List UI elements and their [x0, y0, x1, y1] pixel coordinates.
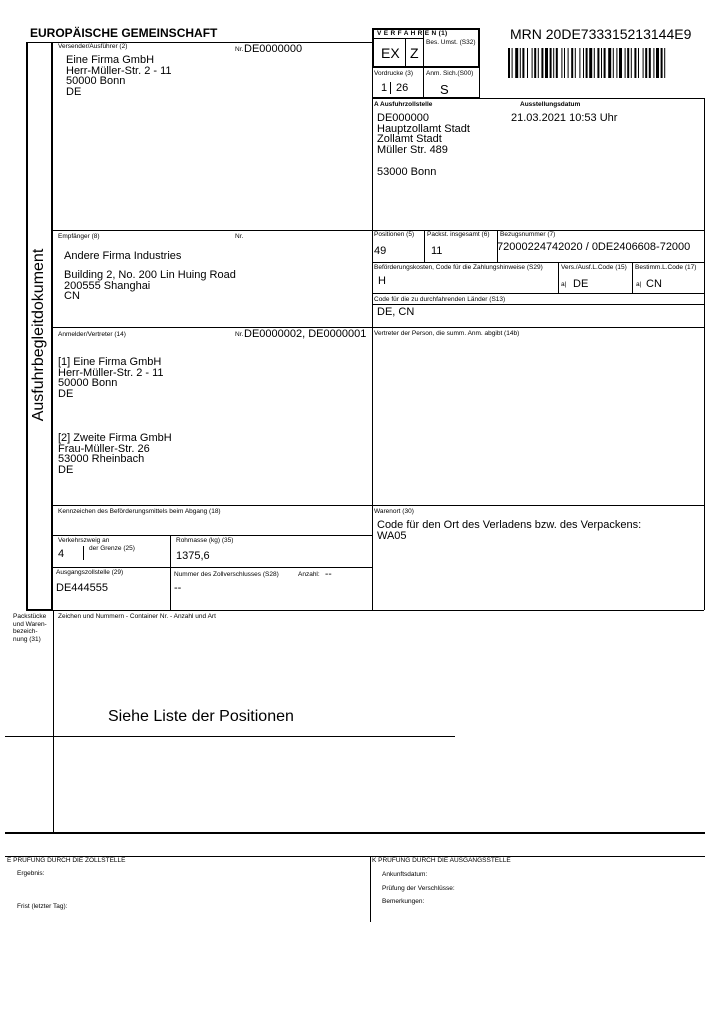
goods-note: Siehe Liste der Positionen — [108, 708, 294, 725]
location-label: Warenort (30) — [374, 508, 414, 515]
declarant-line: [1] Eine Firma GmbH — [58, 356, 162, 368]
issue-date-label: Ausstellungsdatum — [520, 101, 581, 108]
bes-umst-label: Bes. Umst. (S32) — [426, 39, 476, 46]
exit-customs-value: DE444555 — [56, 582, 108, 594]
positions-label: Positionen (5) — [374, 231, 415, 238]
declarant-label: Anmelder/Vertreter (14) — [58, 331, 126, 338]
seals-label: Nummer des Zollverschlusses (S28) — [174, 571, 279, 578]
destination-country-label: Bestimm.L.Code (17) — [635, 264, 697, 271]
exit-check-label: K PRÜFUNG DURCH DIE AUSGANGSSTELLE — [372, 857, 511, 864]
transport-id-label: Kennzeichen des Beförderungsmittels beim Abgang (18) — [58, 508, 221, 515]
transport-mode-value: 4 — [58, 548, 65, 560]
declarant-nr-label: Nr. — [235, 331, 244, 338]
gross-mass-value: 1375,6 — [176, 550, 210, 562]
exit-office-address — [377, 113, 470, 155]
exit-office-line: Hauptzollamt Stadt — [377, 122, 470, 135]
packages-total-value: 11 — [431, 245, 443, 257]
exit-customs-label: Ausgangszollstelle (29) — [56, 569, 124, 576]
seals-count: -- — [325, 569, 332, 580]
customs-check-label: E PRÜFUNG DURCH DIE ZOLLSTELLE — [7, 857, 126, 864]
transport-mode-label-2: der Grenze (25) — [89, 545, 135, 552]
goods-side-line: nung (31) — [13, 635, 41, 643]
goods-side-label — [13, 613, 47, 643]
dispatch-country-label: Vers./Ausf.L.Code (15) — [561, 264, 627, 271]
seal-check-label: Prüfung der Verschlüsse: — [382, 885, 455, 892]
issue-date: 21.03.2021 10:53 Uhr — [511, 112, 618, 124]
consignee-label: Empfänger (8) — [58, 233, 100, 240]
destination-country: CN — [646, 278, 662, 290]
reference-number: 72000224742020 / 0DE2406608-72000 — [497, 241, 691, 253]
result-label: Ergebnis: — [17, 870, 45, 877]
declarant-line: Herr-Müller-Str. 2 - 11 — [58, 366, 164, 379]
consignee-name: Andere Firma Industries — [64, 250, 182, 262]
vordrucke-label: Vordrucke (3) — [374, 70, 414, 77]
positions-value: 49 — [374, 245, 387, 257]
goods-side-line: Packstücke — [13, 613, 47, 620]
sender-address — [66, 55, 172, 97]
anm-sich-label: Anm. Sich.(S00) — [426, 70, 474, 77]
sender-label: Versender/Ausführer (2) — [58, 43, 128, 50]
representative-label: Vertreter der Person, die summ. Anm. abgibt (14b) — [374, 330, 520, 337]
transport-costs-label: Beförderungskosten, Code für die Zahlungshinweise (S29) — [374, 264, 543, 271]
packages-total-label: Packst. insgesamt (6) — [427, 231, 490, 238]
community-title: EUROPÄISCHE GEMEINSCHAFT — [30, 26, 218, 40]
transit-value: DE, CN — [377, 306, 415, 318]
destination-country-prefix: a| — [636, 281, 642, 288]
exit-office-line: Zollamt Stadt — [377, 133, 442, 145]
location-line: WA05 — [377, 529, 407, 542]
dispatch-country-prefix: a| — [561, 281, 567, 288]
gross-mass-label: Rohmasse (kg) (35) — [176, 537, 234, 544]
exit-office-label: A Ausfuhrzollstelle — [374, 101, 433, 108]
declarant-second-address — [58, 433, 172, 475]
declarant-line: Frau-Müller-Str. 26 — [58, 442, 150, 455]
remarks-label: Bemerkungen: — [382, 898, 425, 905]
anm-sich-value: S — [440, 82, 449, 97]
declarant-line: DE — [58, 463, 74, 476]
seals-count-label: Anzahl: — [298, 571, 320, 578]
vordrucke-value-2: 26 — [396, 82, 409, 94]
verfahren-code-2: Z — [410, 45, 419, 61]
sender-line: Herr-Müller-Str. 2 - 11 — [66, 64, 172, 77]
goods-label: Zeichen und Nummern - Container Nr. - Anzahl und Art — [58, 613, 216, 620]
consignee-line: CN — [64, 290, 80, 302]
exit-office-line: DE000000 — [377, 112, 429, 124]
declarant-line: 53000 Rheinbach — [58, 453, 145, 465]
sender-nr-label: Nr. — [235, 46, 244, 53]
consignee-line: 200555 Shanghai — [64, 279, 151, 292]
goods-side-line: und Waren- — [13, 620, 47, 628]
declarant-line: 50000 Bonn — [58, 377, 118, 389]
declarant-nr: DE0000002, DE0000001 — [244, 328, 367, 340]
sender-line: 50000 Bonn — [66, 75, 126, 87]
deadline-label: Frist (letzter Tag): — [17, 903, 68, 910]
exit-office-postal: 53000 Bonn — [377, 166, 437, 178]
consignee-address — [64, 270, 236, 302]
vordrucke-value-1: 1 — [381, 82, 388, 94]
declarant-line: [2] Zweite Firma GmbH — [58, 432, 172, 444]
location-text — [377, 520, 641, 541]
side-document-title: Ausfuhrbegleitdokument — [30, 248, 47, 422]
transport-costs-value: H — [378, 275, 386, 287]
consignee-line: Building 2, No. 200 Lin Huing Road — [64, 269, 236, 281]
consignee-nr-label: Nr. — [235, 233, 244, 240]
verfahren-label: V E R F A H R E N (1) — [377, 30, 448, 37]
reference-label: Bezugsnummer (7) — [500, 231, 556, 238]
transit-label: Code für die zu durchfahrenden Länder (S13) — [374, 296, 506, 303]
declarant-first-address — [58, 357, 164, 399]
mrn-number: MRN 20DE733315213144E9 — [510, 26, 692, 42]
declarant-line: DE — [58, 387, 74, 400]
arrival-date-label: Ankunftsdatum: — [382, 871, 428, 878]
sender-line: DE — [66, 85, 82, 98]
sender-line: Eine Firma GmbH — [66, 54, 155, 66]
dispatch-country: DE — [573, 278, 589, 290]
goods-side-line: bezeich- — [13, 628, 38, 635]
seals-value: -- — [174, 582, 182, 594]
transport-mode-label: Verkehrszweig an — [58, 537, 110, 544]
exit-office-line: Müller Str. 489 — [377, 143, 448, 156]
location-line: Code für den Ort des Verladens bzw. des Verpackens: — [377, 519, 642, 531]
sender-nr: DE0000000 — [244, 43, 303, 55]
barcode-image — [508, 48, 708, 78]
verfahren-code-1: EX — [381, 45, 400, 61]
